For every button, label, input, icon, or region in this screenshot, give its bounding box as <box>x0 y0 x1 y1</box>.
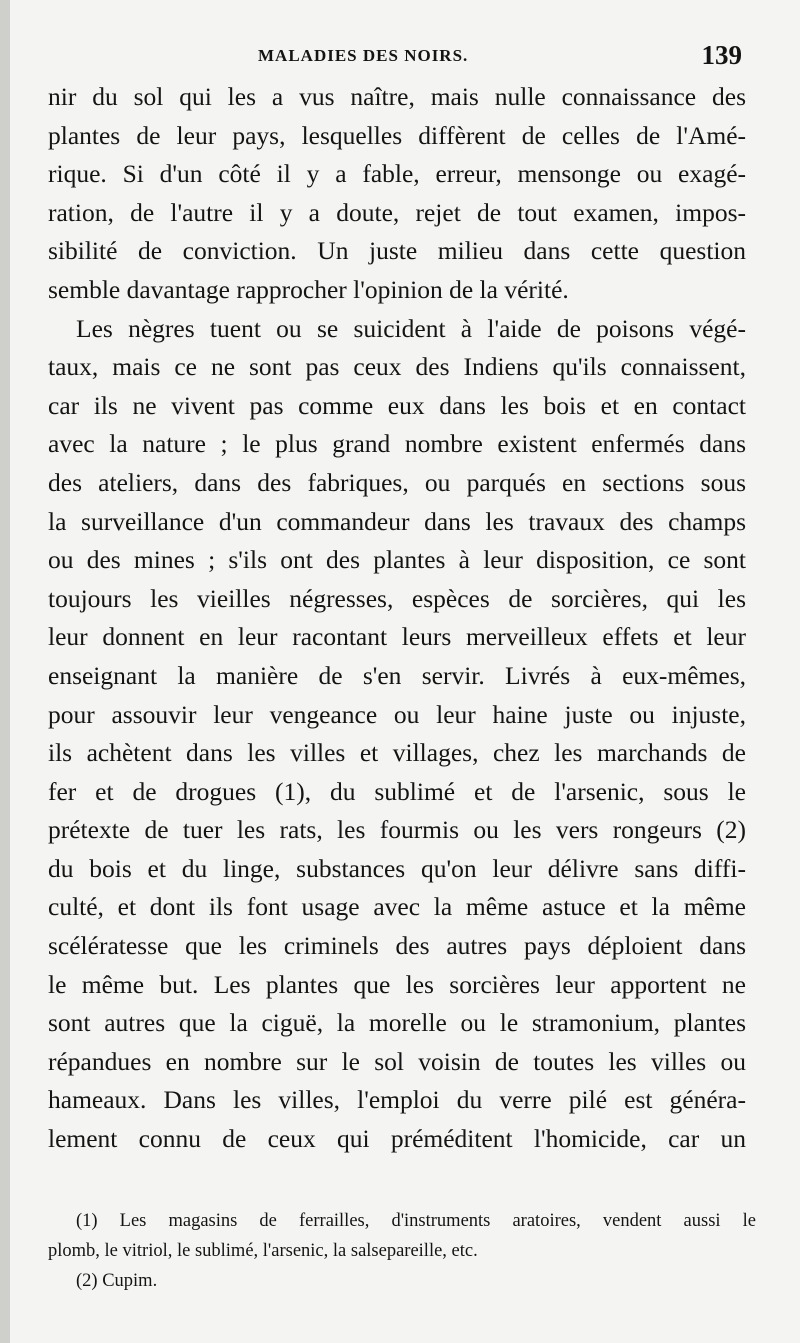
text-line: toujours les vieilles négresses, espèces de sorcières, qui les <box>48 583 746 613</box>
body-text <box>48 78 746 1159</box>
text-line: leur donnent en leur racontant leurs merveilleux effets et leur <box>48 622 746 652</box>
footnote-1-continuation: plomb, le vitriol, le sublimé, l'arsenic, la salsepareille, etc. <box>48 1241 478 1261</box>
text-line: sibilité de conviction. Un juste milieu dans cette question <box>48 236 746 266</box>
text-line: ils achètent dans les villes et villages, chez les marchands de <box>48 738 746 768</box>
text-line: plantes de leur pays, lesquelles diffèrent de celles de l'Amé- <box>48 120 746 150</box>
text-line: prétexte de tuer les rats, les fourmis ou les vers rongeurs (2) <box>48 815 746 845</box>
footnotes <box>48 1206 756 1296</box>
text-line: scélératesse que les criminels des autres pays déploient dans <box>48 931 746 961</box>
text-line: nir du sol qui les a vus naître, mais nulle connaissance des <box>48 82 746 111</box>
text-line: hameaux. Dans les villes, l'emploi du verre pilé est généra- <box>48 1085 746 1115</box>
text-line: du bois et du linge, substances qu'on leur délivre sans diffi- <box>48 853 746 883</box>
text-line: lement connu de ceux qui préméditent l'homicide, car un <box>48 1124 746 1154</box>
text-line: fer et de drogues (1), du sublimé et de l'arsenic, sous le <box>48 776 746 806</box>
text-line: culté, et dont ils font usage avec la même astuce et la même <box>48 892 746 922</box>
page-edge-shadow <box>0 0 10 1343</box>
text-line: pour assouvir leur vengeance ou leur haine juste ou injuste, <box>48 699 746 729</box>
text-line: car ils ne vivent pas comme eux dans les bois et en contact <box>48 390 746 420</box>
page-number: 139 <box>701 40 742 70</box>
text-line: semble davantage rapprocher l'opinion de la vérité. <box>48 274 569 304</box>
text-line: avec la nature ; le plus grand nombre existent enfermés dans <box>48 429 746 459</box>
footnote-1: (1) Les magasins de ferrailles, d'instruments aratoires, vendent aussi le <box>76 1211 756 1231</box>
text-line: répandues en nombre sur le sol voisin de toutes les villes ou <box>48 1046 746 1076</box>
paragraph-start-line: Les nègres tuent ou se suicident à l'aide de poisons végé- <box>76 313 746 343</box>
footnote-2: (2) Cupim. <box>76 1271 158 1291</box>
text-line: ou des mines ; s'ils ont des plantes à leur disposition, ce sont <box>48 545 746 575</box>
text-line: ration, de l'autre il y a doute, rejet de tout examen, impos- <box>48 197 746 227</box>
text-line: sont autres que la ciguë, la morelle ou le stramonium, plantes <box>48 1008 746 1038</box>
text-line: des ateliers, dans des fabriques, ou parqués en sections sous <box>48 467 746 497</box>
text-line: rique. Si d'un côté il y a fable, erreur, mensonge ou exagé- <box>48 159 746 189</box>
text-line: la surveillance d'un commandeur dans les travaux des champs <box>48 506 746 536</box>
text-line: enseignant la manière de s'en servir. Livrés à eux-mêmes, <box>48 660 746 690</box>
page-header <box>48 40 742 70</box>
text-line: taux, mais ce ne sont pas ceux des Indiens qu'ils connaissent, <box>48 352 746 382</box>
running-head: MALADIES DES NOIRS. <box>258 46 469 65</box>
text-line: le même but. Les plantes que les sorcières leur apportent ne <box>48 969 746 999</box>
